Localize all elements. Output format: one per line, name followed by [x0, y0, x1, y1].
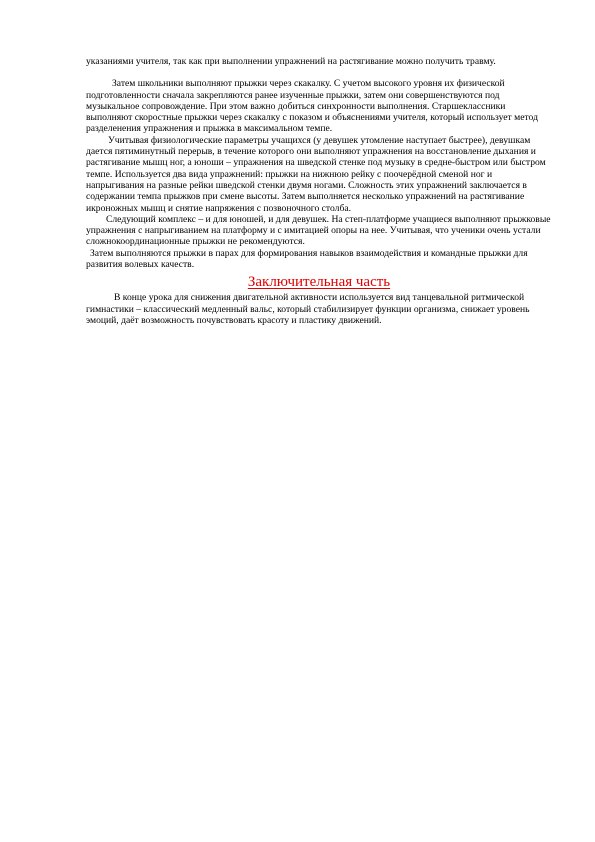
section-heading: Заключительная часть: [247, 274, 391, 291]
paragraph-pair-jumps: Затем выполняются прыжки в парах для формирования навыков взаимодействия и командные прыжки для развития волевых качеств.: [86, 247, 528, 271]
paragraph-physiology: Учитывая физиологические параметры учащихся (у девушек утомление наступает быстрее), девушкам дается пятиминутный перерыв, в течение которого они выполняют упражнения на восстановление дыхания и растягивание мышц ног, а юноши – упражнения на шведской стенке под музыку в средне-быстром или быстром темпе. Используется два вида упражнений: прыжки на нижнюю рейку с поочерёдной сменой ног и напрыгивания на разные рейки шведской стенки двумя ногами. Сложность этих упражнений заключается в содержании темпа прыжков при смене высоты. Затем выполняется несколько упражнений на растягивание икроножных мышц и снятие напряжения с позвоночного столба.: [86, 134, 546, 214]
paragraph-closing: В конце урока для снижения двигательной активности используется вид танцевальной ритмической гимнастики – классический медленный вальс, который стабилизирует функции организма, снижает уровень эмоций, даёт возможность почувствовать красоту и пластику движений.: [86, 292, 530, 326]
paragraph-injury-warning: указаниями учителя, так как при выполнении упражнений на растягивание можно получить травму.: [86, 56, 496, 67]
paragraph-spacer: [86, 67, 552, 78]
document-page: [86, 56, 552, 326]
paragraph-step-platform: Следующий комплекс – и для юношей, и для девушек. На степ-платформе учащиеся выполняют прыжковые упражнения с напрыгиванием на платформу и с имитацией опоры на нее. Учитывая, что ученики очень устали сложнокоординационные прыжки не рекомендуются.: [86, 213, 551, 248]
paragraph-jump-rope: Затем школьники выполняют прыжки через скакалку. С учетом высокого уровня их физической подготовленности сначала закрепляются ранее изученные прыжки, затем они совершенствуются под музыкальное сопровождение. При этом важно добиться синхронности выполнения. Старшеклассники выполняют скоростные прыжки через скакалку с показом и объяснениями учителя, который использует метод разделенения упражнения и прыжка в максимальном темпе.: [86, 78, 538, 135]
